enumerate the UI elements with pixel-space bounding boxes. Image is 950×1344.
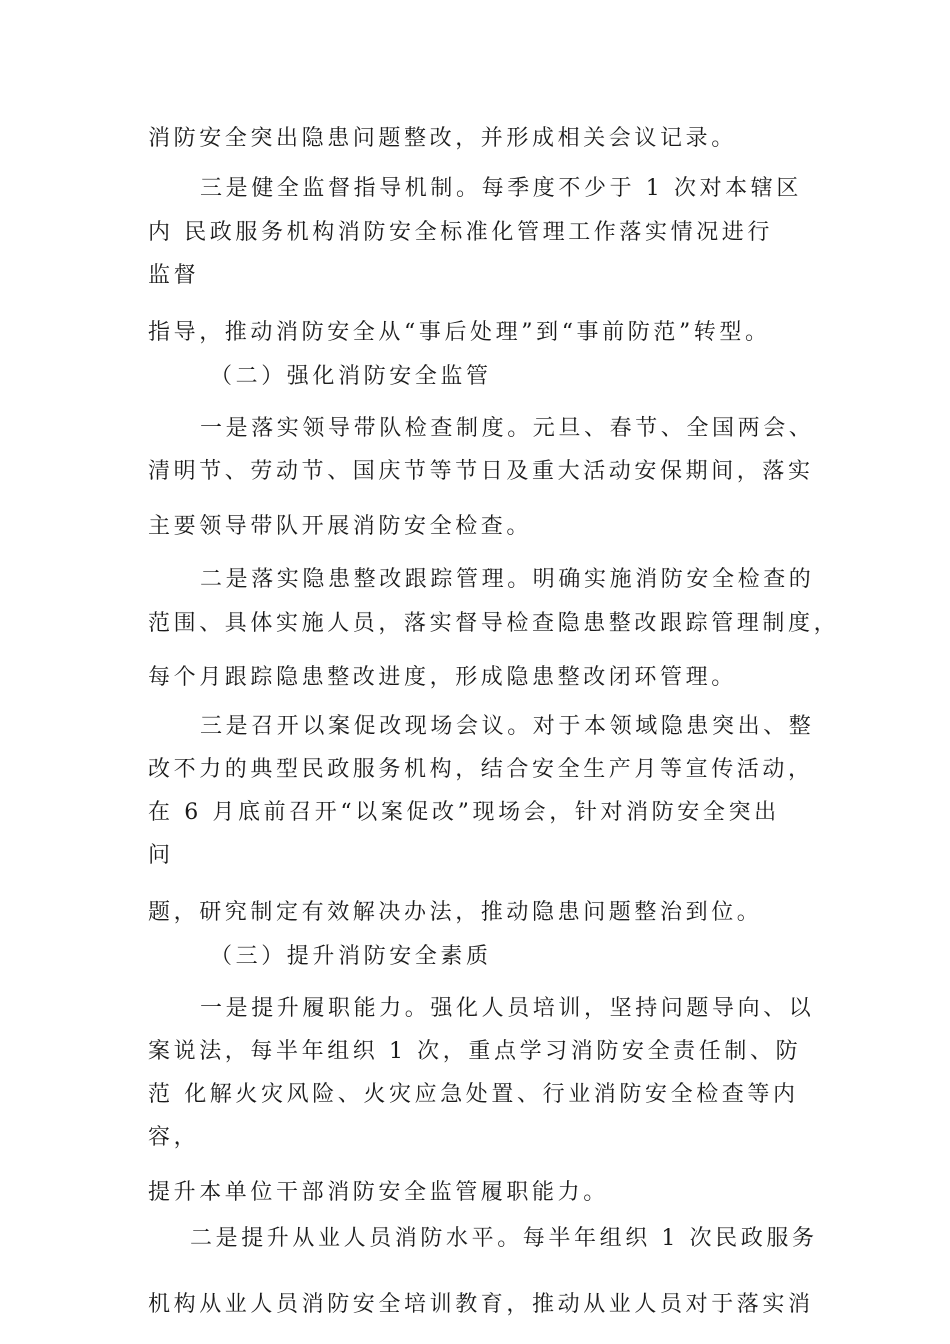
paragraph-line: 提升本单位干部消防安全监管履职能力。 [148,1180,609,1205]
paragraph-line: 容， [148,1125,200,1150]
paragraph-line: 指导，推动消防安全从“事后处理”到“事前防范”转型。 [148,320,771,345]
paragraph-line: 内 民政服务机构消防安全标准化管理工作落实情况进行 [148,220,773,245]
paragraph-line: 消防安全突出隐患问题整改，并形成相关会议记录。 [148,126,737,151]
paragraph-line: 一是提升履职能力。强化人员培训，坚持问题导向、以 [200,996,815,1021]
paragraph-line: 清明节、劳动节、国庆节等节日及重大活动安保期间，落实 [148,459,814,484]
paragraph-line: 改不力的典型民政服务机构，结合安全生产月等宣传活动， [148,757,814,782]
section-heading: （二）强化消防安全监管 [210,364,492,389]
section-heading: （三）提升消防安全素质 [210,944,492,969]
paragraph-line: 问 [148,843,174,868]
paragraph-line: 范 化解火灾风险、火灾应急处置、行业消防安全检查等内 [148,1082,799,1107]
paragraph-line: 在 6 月底前召开“以案促改”现场会，针对消防安全突出 [148,800,780,825]
paragraph-line: 三是健全监督指导机制。每季度不少于 1 次对本辖区 [200,176,802,201]
paragraph-line: 一是落实领导带队检查制度。元旦、春节、全国两会、 [200,416,815,441]
paragraph-line: 每个月跟踪隐患整改进度，形成隐患整改闭环管理。 [148,665,737,690]
paragraph-line: 机构从业人员消防安全培训教育，推动从业人员对于落实消 [148,1292,814,1317]
paragraph-line: 案说法，每半年组织 1 次，重点学习消防安全责任制、防 [148,1039,802,1064]
paragraph-line: 二是提升从业人员消防水平。每半年组织 1 次民政服务 [190,1226,818,1251]
paragraph-line: 主要领导带队开展消防安全检查。 [148,514,533,539]
paragraph-line: 二是落实隐患整改跟踪管理。明确实施消防安全检查的 [200,567,815,592]
paragraph-line: 监督 [148,263,200,288]
paragraph-line: 范围、具体实施人员，落实督导检查隐患整改跟踪管理制度， [148,611,840,636]
paragraph-line: 三是召开以案促改现场会议。对于本领域隐患突出、整 [200,714,815,739]
paragraph-line: 题，研究制定有效解决办法，推动隐患问题整治到位。 [148,900,763,925]
